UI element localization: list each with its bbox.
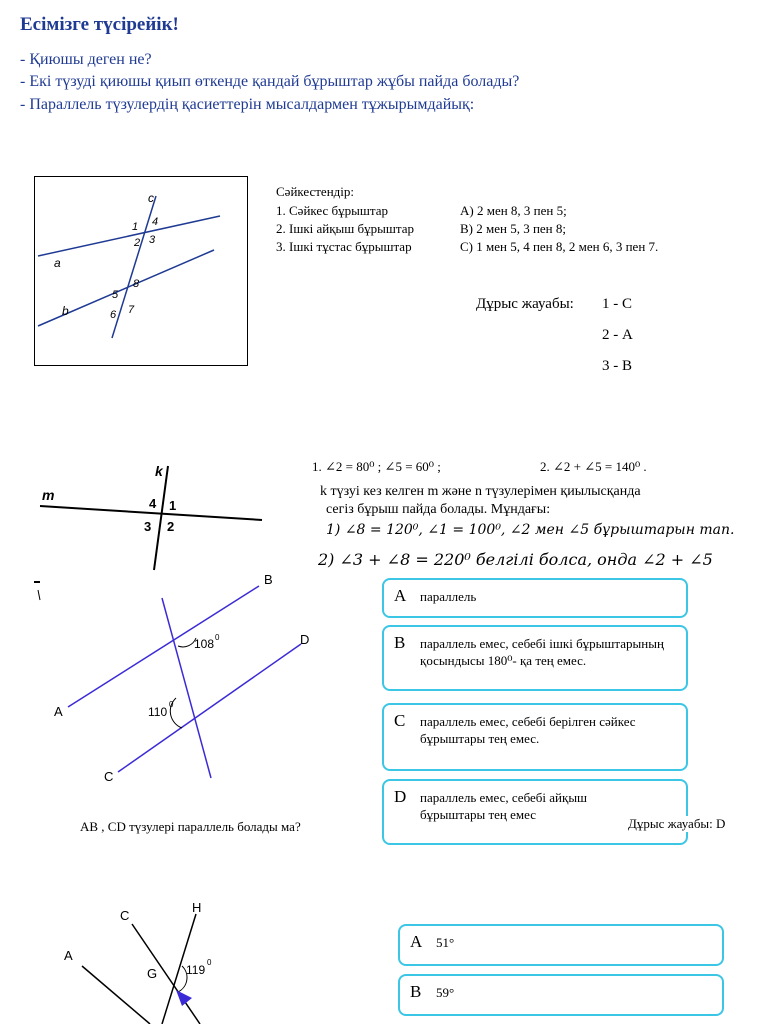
- label-1: 1: [132, 221, 139, 233]
- matching-answer-label: Дұрыс жауабы:: [476, 296, 574, 312]
- label-A: A: [64, 948, 73, 963]
- option-b-box-2[interactable]: [398, 974, 724, 1016]
- label-3: 3: [149, 234, 156, 246]
- option-a-box-2[interactable]: [398, 924, 724, 966]
- task3-answer: Дұрыс жауабы: D: [628, 816, 726, 831]
- label-7: 7: [128, 304, 135, 316]
- page-title: Есімізге түсірейік!: [20, 14, 179, 35]
- label-a: a: [54, 256, 61, 270]
- option-text: параллель: [420, 589, 477, 604]
- label-6: 6: [110, 309, 117, 321]
- matching-item-3: 3. Ішкі тұстас бұрыштар: [276, 239, 412, 254]
- label-4: 4: [149, 496, 157, 511]
- label-k: k: [155, 463, 163, 479]
- question-3: - Параллель түзулердің қасиеттерін мысалдармен тұжырымдайық:: [20, 96, 475, 113]
- matching-item-1: 1. Сәйкес бұрыштар: [276, 203, 388, 218]
- label-5: 5: [112, 289, 119, 301]
- matching-option-a: А) 2 мен 8, 3 пен 5;: [460, 203, 567, 218]
- option-text: 59°: [436, 985, 455, 1000]
- matching-answer-3: 3 - В: [602, 358, 632, 374]
- label-A: A: [54, 704, 63, 719]
- label-m: m: [42, 487, 55, 503]
- matching-heading: Сәйкестендір:: [276, 184, 354, 199]
- label-B: B: [264, 572, 273, 587]
- task2-item-2: 2) ∠3 + ∠8 = 220⁰ белгілі болса, онда ∠2 + ∠5: [318, 550, 713, 569]
- angle-119: 119: [186, 963, 206, 977]
- angle-108: 108: [194, 637, 215, 651]
- angle-108-deg: 0: [215, 633, 220, 642]
- label-H: H: [192, 900, 202, 915]
- label-G: G: [147, 966, 158, 981]
- task2-line-2: сегіз бұрыш пайда болады. Мұндағы:: [326, 502, 551, 517]
- label-D: D: [300, 632, 310, 647]
- question-1: - Қиюшы деген не?: [20, 51, 152, 68]
- label-C: C: [104, 769, 114, 784]
- task2-item-1: 1) ∠8 = 120⁰, ∠1 = 100⁰, ∠2 мен ∠5 бұрыштарын тап.: [326, 522, 735, 538]
- matching-item-2: 2. Ішкі айқыш бұрыштар: [276, 221, 415, 236]
- angle-110: 110: [148, 705, 168, 719]
- label-1: 1: [169, 498, 177, 513]
- angle-diagram: [40, 894, 280, 1024]
- option-c-box[interactable]: [382, 703, 688, 771]
- angle-110-deg: 0: [169, 700, 174, 709]
- label-c: c: [148, 191, 154, 205]
- option-text: параллель емес, себебі айқыш бұрыштары тең емес: [420, 790, 588, 822]
- matching-answer-2: 2 - А: [602, 327, 633, 343]
- label-4: 4: [152, 216, 159, 228]
- label-2: 2: [134, 237, 141, 249]
- option-b-box[interactable]: [382, 625, 688, 691]
- km-diagram: [30, 458, 270, 574]
- option-a-box[interactable]: [382, 578, 688, 618]
- label-3: 3: [144, 519, 152, 534]
- task3-question: АВ , СD түзулері параллель болады ма?: [80, 819, 301, 834]
- matching-option-c: С) 1 мен 5, 4 пен 8, 2 мен 6, 3 пен 7.: [460, 239, 659, 254]
- label-b: b: [62, 304, 69, 318]
- label-2: 2: [167, 519, 175, 534]
- task2-line-1: k түзуі кез келген m және n түзулерімен қиылысқанда: [320, 484, 641, 499]
- option-letter: B: [394, 633, 406, 652]
- question-2: - Екі түзуді қиюшы қиып өткенде қандай бұрыштар жұбы пайда болады?: [20, 73, 520, 90]
- parallel-diagram: [30, 572, 350, 842]
- angle-119-deg: 0: [207, 958, 212, 967]
- matching-answer-1: 1 - С: [602, 296, 632, 312]
- option-letter: B: [410, 982, 422, 1001]
- matching-option-b: В) 2 мен 5, 3 пен 8;: [460, 221, 566, 236]
- option-letter: D: [394, 787, 407, 806]
- option-letter: A: [394, 586, 407, 605]
- option-text: параллель емес, себебі ішкі бұрыштарының қосындысы 180⁰- қа тең емес.: [420, 636, 664, 668]
- matching-diagram: [34, 176, 248, 366]
- option-d-box[interactable]: [382, 779, 688, 845]
- task2-given-2: 2. ∠2 + ∠5 = 140⁰ .: [540, 459, 647, 474]
- option-letter: A: [410, 932, 423, 951]
- option-letter: C: [394, 711, 406, 730]
- task2-given-1: 1. ∠2 = 80⁰ ; ∠5 = 60⁰ ;: [312, 459, 441, 474]
- label-C: C: [120, 908, 130, 923]
- option-text: 51°: [436, 935, 455, 950]
- label-8: 8: [133, 278, 140, 290]
- option-text: параллель емес, себебі берілген сәйкес бұрыштары тең емес.: [420, 714, 636, 746]
